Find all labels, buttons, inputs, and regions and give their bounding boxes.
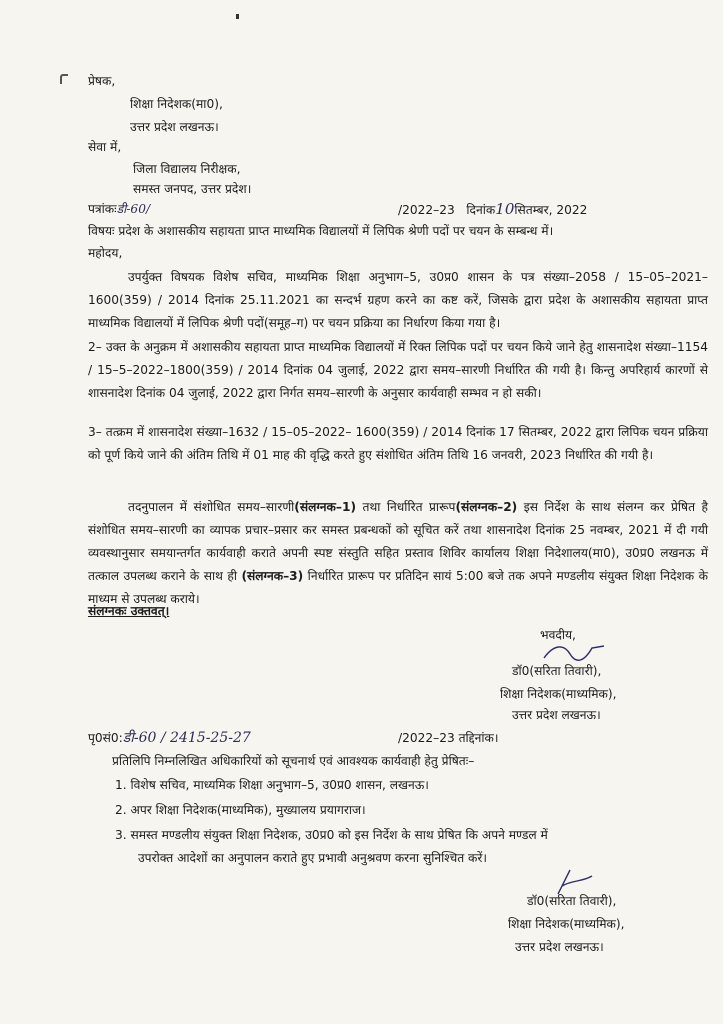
endorsement-year: /2022–23 तद्दिनांक।	[398, 731, 499, 745]
scan-mark	[60, 74, 68, 84]
signature-designation-2: शिक्षा निदेशक(माध्यमिक),	[508, 917, 625, 931]
paragraph-4-text-a: तदनुपालन में संशोधित समय–सारणी	[128, 500, 295, 514]
letter-ref-date-label: दिनांक	[466, 203, 496, 217]
endorsement-prefix: पृ0सं0:	[88, 731, 123, 745]
sender-name: शिक्षा निदेशक(मा0),	[130, 97, 223, 111]
enclosure-ref-2: (संलग्नक–2)	[455, 500, 518, 514]
signature-name-2: डॉ0(सरिता तिवारी),	[527, 894, 617, 908]
sender-place: उत्तर प्रदेश लखनऊ।	[130, 120, 219, 134]
endorsement-intro: प्रतिलिपि निम्नलिखित अधिकारियों को सूचनार्थ एवं आवश्यक कार्यवाही हेतु प्रेषितः–	[112, 754, 475, 768]
enclosure-line: संलग्नकः उक्तवत्।	[88, 604, 170, 618]
copy-list-item-3: 3. समस्त मण्डलीय संयुक्त शिक्षा निदेशक, उ0प्र0 को इस निर्देश के साथ प्रेषित कि अपने मण्डल में	[115, 828, 548, 842]
enclosure-ref-3: (संलग्नक–3)	[241, 569, 304, 583]
signature-designation-1: शिक्षा निदेशक(माध्यमिक),	[500, 687, 617, 701]
paragraph-4	[88, 496, 708, 611]
signature-closing: भवदीय,	[540, 628, 576, 642]
signature-place-2: उत्तर प्रदेश लखनऊ।	[515, 940, 604, 954]
enclosure-ref-1: (संलग्नक–1)	[294, 500, 357, 514]
endorsement-handwritten-number: डी-60 / 2415-25-27	[122, 730, 251, 746]
recipient-name: जिला विद्यालय निरीक्षक,	[133, 162, 241, 176]
recipient-label: सेवा में,	[88, 140, 122, 154]
letter-ref-year: /2022–23	[398, 203, 455, 217]
scan-dot	[236, 14, 239, 19]
signature-name-1: डॉ0(सरिता तिवारी),	[512, 664, 602, 678]
letter-ref-handwritten-number: डी-60/	[116, 202, 151, 216]
letter-ref-prefix: पत्रांकः	[88, 202, 117, 216]
letter-ref-date-rest: सितम्बर, 2022	[514, 203, 588, 217]
copy-list-item-3-continued: उपरोक्त आदेशों का अनुपालन कराते हुए प्रभावी अनुश्रवण करना सुनिश्चित करें।	[138, 851, 487, 865]
paragraph-4-text-d: इस निर्देश के साथ संलग्न कर प्रेषित है संशोधित समय–सारणी का व्यापक प्रचार–प्रसार कर समस्त प्रबन्धकों को सूचित करें तथा शासनादेश दिनांक 25 नवम्बर, 2021 में दी गयी व्यवस्थानुसार समयान्तर्गत कार्यवाही कराते अपनी स्पष्ट संस्तुति सहित प्रस्ताव शिविर कार्यालय शिक्षा निदेशालय(मा0), उ0प्र0 लखनऊ में तत्काल उपलब्ध कराने के साथ ही	[88, 500, 708, 583]
paragraph-4-text-e: निर्धारित प्रारूप पर प्रतिदिन सायं 5:00 बजे तक अपने मण्डलीय संयुक्त शिक्षा निदेशक के माध्यम से उपलब्ध कराये।	[88, 569, 708, 606]
paragraph-4-text-c: तथा निर्धारित प्रारूप	[356, 500, 456, 514]
letter-ref-handwritten-day: 10	[495, 200, 515, 218]
sender-label: प्रेषक,	[88, 74, 116, 88]
letter-ref-line	[88, 200, 150, 217]
copy-list-item-2: 2. अपर शिक्षा निदेशक(माध्यमिक), मुख्यालय प्रयागराज।	[115, 803, 366, 817]
paragraph-2: 2– उक्त के अनुक्रम में अशासकीय सहायता प्राप्त माध्यमिक विद्यालयों में रिक्त लिपिक पदों पर चयन किये जाने हेतु शासनादेश संख्या–1154 / 15–5–2022–1800(359) / 2014 दिनांक 04 जुलाई, 2022 द्वारा समय–सारणी निर्धारित की गयी है। किन्तु अपरिहार्य कारणों से शासनादेश दिनांक 04 जुलाई, 2022 द्वारा निर्गत समय–सारणी के अनुसार कार्यवाही सम्भव न हो सकी।	[88, 340, 708, 400]
paragraph-1: उपर्युक्त विषयक विशेष सचिव, माध्यमिक शिक्षा अनुभाग–5, उ0प्र0 शासन के पत्र संख्या–2058 / 15–05–2021–1600(359) / 2014 दिनांक 25.11.2021 का सन्दर्भ ग्रहण करने का कष्ट करें, जिसके द्वारा प्रदेश के अशासकीय सहायता प्राप्त माध्यमिक विद्यालयों में लिपिक श्रेणी पदों(समूह–ग) पर चयन प्रक्रिया का निर्धारण किया गया है।	[88, 270, 708, 330]
paragraph-3: 3– तत्क्रम में शासनादेश संख्या–1632 / 15–05–2022– 1600(359) / 2014 दिनांक 17 सितम्बर, 2022 द्वारा लिपिक चयन प्रक्रिया को पूर्ण किये जाने की अंतिम तिथि में 01 माह की वृद्धि करते हुए संशोधित अंतिम तिथि 16 जनवरी, 2023 निर्धारित की गयी है।	[88, 425, 708, 462]
copy-list-item-1: 1. विशेष सचिव, माध्यमिक शिक्षा अनुभाग–5, उ0प्र0 शासन, लखनऊ।	[115, 778, 429, 792]
subject-line: विषयः प्रदेश के अशासकीय सहायता प्राप्त माध्यमिक विद्यालयों में लिपिक श्रेणी पदों पर चयन के सम्बन्ध में।	[88, 224, 554, 238]
signature-scribble-1	[540, 640, 610, 664]
letter-ref-date	[398, 200, 587, 218]
endorsement-line	[88, 728, 251, 747]
salutation: महोदय,	[88, 246, 123, 260]
recipient-place: समस्त जनपद, उत्तर प्रदेश।	[133, 182, 252, 196]
signature-place-1: उत्तर प्रदेश लखनऊ।	[512, 708, 601, 722]
